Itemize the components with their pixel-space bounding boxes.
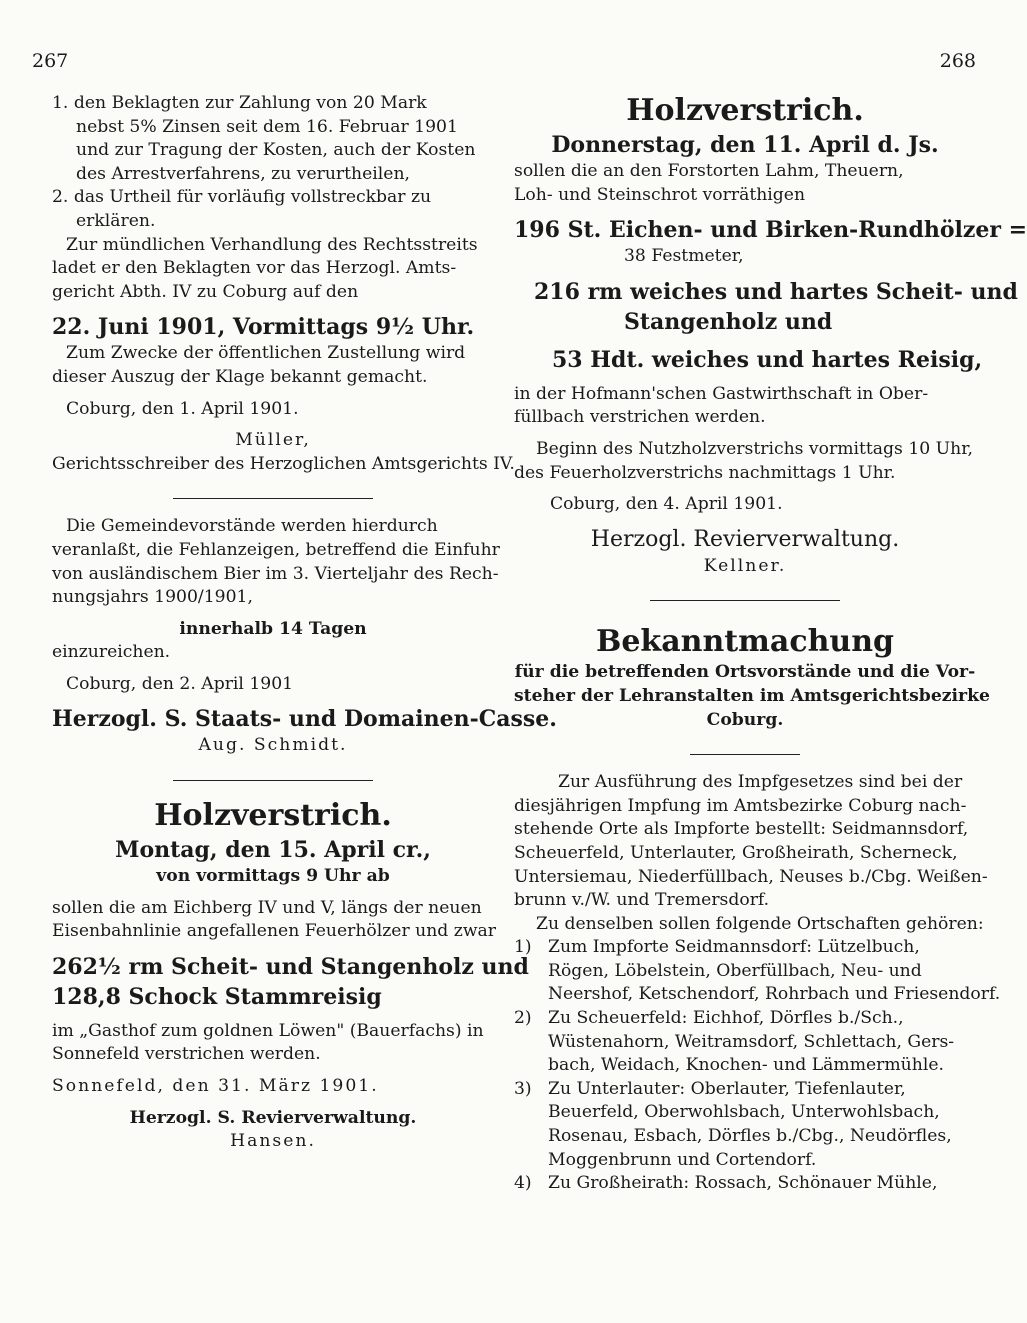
- auction-item-detail: 38 Festmeter,: [624, 246, 744, 267]
- text-line: Rosenau, Esbach, Dörfles b./Cbg., Neudörfles,: [548, 1126, 952, 1147]
- text-line: Zu denselben sollen folgende Ortschaften gehören:: [536, 913, 984, 934]
- text-line: Loh- und Steinschrot vorräthigen: [514, 184, 806, 205]
- text-line: Zur mündlichen Verhandlung des Rechtsstreits: [66, 234, 478, 255]
- text-line: füllbach verstrichen werden.: [514, 407, 766, 428]
- notice-subtitle: steher der Lehranstalten im Amtsgerichtsbezirke: [514, 685, 990, 706]
- list-item: [514, 936, 1001, 1007]
- vaccination-paragraph: [514, 771, 988, 913]
- list-number: 1): [514, 937, 532, 958]
- text-line: nebst 5% Zinsen seit dem 16. Februar 1901: [76, 116, 458, 137]
- text-line: Zur Ausführung des Impfgesetzes sind bei der: [558, 772, 963, 793]
- text-line: erklären.: [76, 210, 156, 231]
- divider: [173, 780, 373, 781]
- divider: [173, 498, 373, 499]
- text-line: Zu Großheirath: Rossach, Schönauer Mühle,: [548, 1173, 938, 1194]
- text-line: Scheuerfeld, Unterlauter, Großheirath, Scherneck,: [514, 842, 958, 863]
- text-line: diesjährigen Impfung im Amtsbezirke Coburg nach-: [514, 795, 967, 816]
- notice-subtitle: Coburg.: [706, 709, 784, 730]
- beer-import-notice: [52, 515, 500, 665]
- text-line: Zum Impforte Seidmannsdorf: Lützelbuch,: [548, 937, 920, 958]
- signer-name: Müller,: [235, 430, 311, 451]
- text-line: Sonnefeld verstrichen werden.: [52, 1044, 321, 1065]
- divider: [650, 600, 840, 601]
- text-line: 1. den Beklagten zur Zahlung von 20 Mark: [52, 93, 427, 113]
- place-date: Coburg, den 2. April 1901: [66, 673, 294, 694]
- list-number: 4): [514, 1173, 532, 1194]
- signer-name: Aug. Schmidt.: [198, 735, 348, 756]
- list-item: [514, 1172, 976, 1196]
- text-line: Rögen, Löbelstein, Oberfüllbach, Neu- und: [548, 960, 922, 981]
- text-line: Die Gemeindevorstände werden hierdurch: [66, 516, 438, 537]
- text-line: von ausländischem Bier im 3. Vierteljahr des Rech-: [52, 563, 499, 584]
- auction-item: 196 St. Eichen- und Birken-Rundhölzer =: [514, 217, 1027, 244]
- summons-paragraph: [52, 234, 494, 305]
- text-line: Eisenbahnlinie angefallenen Feuerhölzer und zwar: [52, 921, 496, 942]
- text-line: des Feuerholzverstrichs nachmittags 1 Uhr.: [514, 462, 896, 483]
- text-line: 2. das Urtheil für vorläufig vollstreckbar zu: [52, 187, 432, 208]
- list-item: [514, 1007, 976, 1078]
- notice-subtitle: für die betreffenden Ortsvorstände und die Vor-: [514, 662, 976, 683]
- signer-name: Hansen.: [230, 1131, 316, 1152]
- auction-date: Donnerstag, den 11. April d. Js.: [551, 132, 939, 158]
- deadline: innerhalb 14 Tagen: [179, 618, 367, 639]
- text-line: brunn v./W. und Tremersdorf.: [514, 890, 770, 911]
- left-column: [52, 92, 557, 1154]
- page-number-left: 267: [32, 50, 69, 72]
- text-line: ladet er den Beklagten vor das Herzogl. Amts-: [52, 258, 457, 279]
- list-item: [514, 1078, 976, 1172]
- notice-heading: Bekanntmachung: [595, 624, 894, 660]
- auction-item: 128,8 Schock Stammreisig: [52, 983, 382, 1010]
- auction-item: 216 rm weiches und hartes Scheit- und: [534, 278, 1018, 305]
- text-line: gericht Abth. IV zu Coburg auf den: [52, 281, 359, 302]
- text-line: Zu Scheuerfeld: Eichhof, Dörfles b./Sch.,: [548, 1008, 904, 1029]
- claim-list-item-2: [52, 186, 494, 233]
- page-number-right: 268: [939, 50, 976, 72]
- auction-item: 262½ rm Scheit- und Stangenholz und: [52, 953, 529, 980]
- text-line: Wüstenahorn, Weitramsdorf, Schlettach, Gers-: [548, 1031, 955, 1052]
- text-line: Beuerfeld, Oberwohlsbach, Unterwohlsbach,: [548, 1102, 940, 1123]
- divider: [690, 754, 800, 755]
- text-line: sollen die am Eichberg IV und V, längs der neuen: [52, 897, 482, 918]
- text-line: Zum Zwecke der öffentlichen Zustellung wird: [66, 343, 466, 364]
- auction-heading: Holzverstrich.: [154, 798, 392, 834]
- auction-item-detail: Stangenholz und: [624, 308, 833, 335]
- auction-date: Montag, den 15. April cr.,: [115, 837, 431, 864]
- auction-heading: Holzverstrich.: [626, 93, 864, 128]
- text-line: Zu Unterlauter: Oberlauter, Tiefenlauter,: [548, 1078, 906, 1099]
- text-line: Beginn des Nutzholzverstrichs vormittags 10 Uhr,: [536, 438, 974, 459]
- text-line: bach, Weidach, Knochen- und Lämmermühle.: [548, 1055, 944, 1076]
- list-number: 2): [514, 1008, 532, 1029]
- text-line: stehende Orte als Impforte bestellt: Seidmannsdorf,: [514, 819, 969, 840]
- text-line: des Arrestverfahrens, zu verurtheilen,: [76, 163, 410, 184]
- text-line: im „Gasthof zum goldnen Löwen" (Bauerfachs) in: [52, 1020, 484, 1041]
- vaccination-location-list: [514, 936, 1001, 1196]
- signer-title: Gerichtsschreiber des Herzoglichen Amtsgerichts IV.: [52, 453, 515, 474]
- signer-name: Kellner.: [703, 555, 787, 576]
- text-line: in der Hofmann'schen Gastwirthschaft in Ober-: [514, 383, 929, 404]
- text-line: und zur Tragung der Kosten, auch der Kosten: [76, 140, 476, 161]
- office-name: Herzogl. S. Staats- und Domainen-Casse.: [52, 706, 557, 733]
- text-line: Neershof, Ketschendorf, Rohrbach und Friesendorf.: [548, 984, 1001, 1005]
- place-date: Coburg, den 4. April 1901.: [550, 494, 783, 515]
- hearing-date: 22. Juni 1901, Vormittags 9½ Uhr.: [52, 314, 475, 341]
- text-line: sollen die an den Forstorten Lahm, Theuern,: [514, 161, 904, 181]
- auction-time: von vormittags 9 Uhr ab: [156, 866, 390, 887]
- text-line: dieser Auszug der Klage bekannt gemacht.: [52, 366, 428, 387]
- text-line: veranlaßt, die Fehlanzeigen, betreffend die Einfuhr: [52, 539, 500, 560]
- right-column: [514, 92, 1027, 1196]
- purpose-paragraph: [52, 342, 494, 389]
- list-number: 3): [514, 1078, 532, 1099]
- office-name: Herzogl. Revierverwaltung.: [590, 526, 900, 552]
- text-line: Moggenbrunn und Cortendorf.: [548, 1149, 817, 1170]
- place-date: Sonnefeld, den 31. März 1901.: [52, 1076, 379, 1097]
- office-name: Herzogl. S. Revierverwaltung.: [129, 1107, 417, 1128]
- text-line: einzureichen.: [52, 642, 171, 663]
- claim-list-item-1: [52, 92, 494, 186]
- text-line: nungsjahrs 1900/1901,: [52, 587, 253, 608]
- text-line: Untersiemau, Niederfüllbach, Neuses b./Cbg. Weißen-: [514, 866, 988, 887]
- auction-item: 53 Hdt. weiches und hartes Reisig,: [552, 346, 983, 373]
- place-date: Coburg, den 1. April 1901.: [66, 398, 299, 419]
